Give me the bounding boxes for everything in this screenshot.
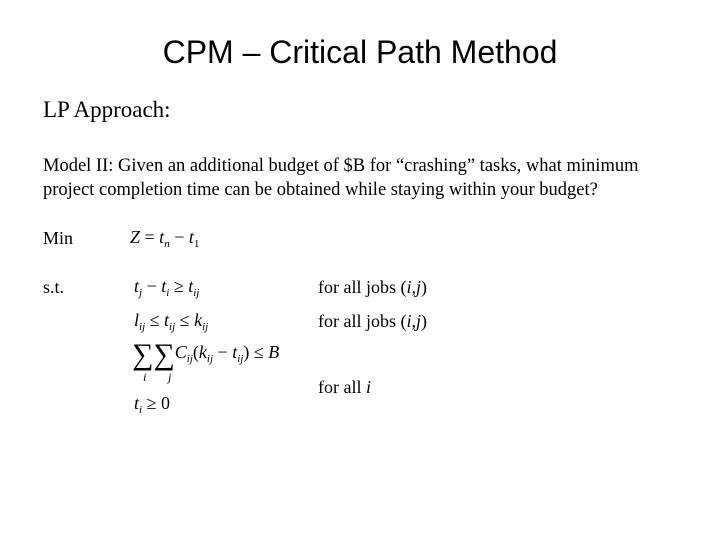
min-label: Min <box>43 228 74 248</box>
cond3-text: for all <box>318 377 366 397</box>
c2-ij2: ij <box>169 321 176 333</box>
c1-ij: ij <box>193 287 200 299</box>
c2-k: k <box>194 310 203 330</box>
c3-t: t <box>232 342 238 362</box>
budget-constraint <box>132 340 279 370</box>
c3-ij2: ij <box>206 353 214 365</box>
c3-close: ) <box>243 342 250 362</box>
obj-tn: t <box>159 227 165 247</box>
obj-eq: = <box>140 227 160 247</box>
condition-2 <box>318 310 427 332</box>
cond2-close: ) <box>421 311 427 331</box>
c1-tj: t <box>134 276 140 296</box>
slide-title: CPM – Critical Path Method <box>162 34 558 70</box>
obj-z: Z <box>130 227 141 247</box>
c3-k: k <box>198 342 207 362</box>
sum-symbol-j: ∑ <box>153 338 175 371</box>
c1-i: i <box>166 287 170 299</box>
c3-b: B <box>268 342 280 362</box>
c2-le2: ≤ <box>175 310 195 330</box>
sum-index-j: j <box>168 370 172 384</box>
c2-le1: ≤ <box>145 310 165 330</box>
c3-c: C <box>174 342 187 362</box>
cond2-vars: i,j <box>406 311 421 331</box>
condition-3 <box>318 376 371 398</box>
c4-zero: 0 <box>160 393 170 413</box>
c4-ge: ≥ <box>142 393 161 413</box>
c2-t: t <box>164 310 170 330</box>
c3-open: ( <box>192 342 199 362</box>
st-label: s.t. <box>43 277 65 297</box>
nonnegativity-constraint <box>134 392 170 414</box>
precedence-constraint <box>134 275 199 297</box>
c1-ge: ≥ <box>169 276 189 296</box>
c3-ij3: ij <box>237 353 244 365</box>
c3-ij1: ij <box>186 353 193 365</box>
c3-le: ≤ <box>249 342 269 362</box>
c1-ti: t <box>161 276 167 296</box>
c4-t: t <box>134 393 140 413</box>
c2-ij1: ij <box>139 321 146 333</box>
c1-j: j <box>139 287 143 299</box>
cond1-vars: i,j <box>406 277 421 297</box>
obj-t1: t <box>188 227 194 247</box>
cond2-text: for all jobs ( <box>318 311 407 331</box>
problem-statement: Model II: Given an additional budget of $B for “crashing” tasks, what minimum project completion time can be obtained while staying within your budget? <box>43 156 639 200</box>
obj-n: n <box>164 238 170 250</box>
c2-ij3: ij <box>202 321 209 333</box>
c4-i: i <box>139 404 143 416</box>
obj-minus: − <box>169 227 189 247</box>
sum-index-i: i <box>143 370 147 384</box>
cond1-close: ) <box>421 277 427 297</box>
cond3-var: i <box>365 377 371 397</box>
duration-bounds-constraint <box>134 309 208 331</box>
objective-function <box>130 226 199 248</box>
section-heading: LP Approach: <box>43 97 171 122</box>
c2-l: l <box>134 310 140 330</box>
c3-minus: − <box>213 342 233 362</box>
cond1-text: for all jobs ( <box>318 277 407 297</box>
condition-1 <box>318 276 427 298</box>
sum-symbol-i: ∑ <box>132 338 154 371</box>
c1-tij: t <box>188 276 194 296</box>
obj-one: 1 <box>193 238 200 250</box>
c1-minus: − <box>142 276 162 296</box>
